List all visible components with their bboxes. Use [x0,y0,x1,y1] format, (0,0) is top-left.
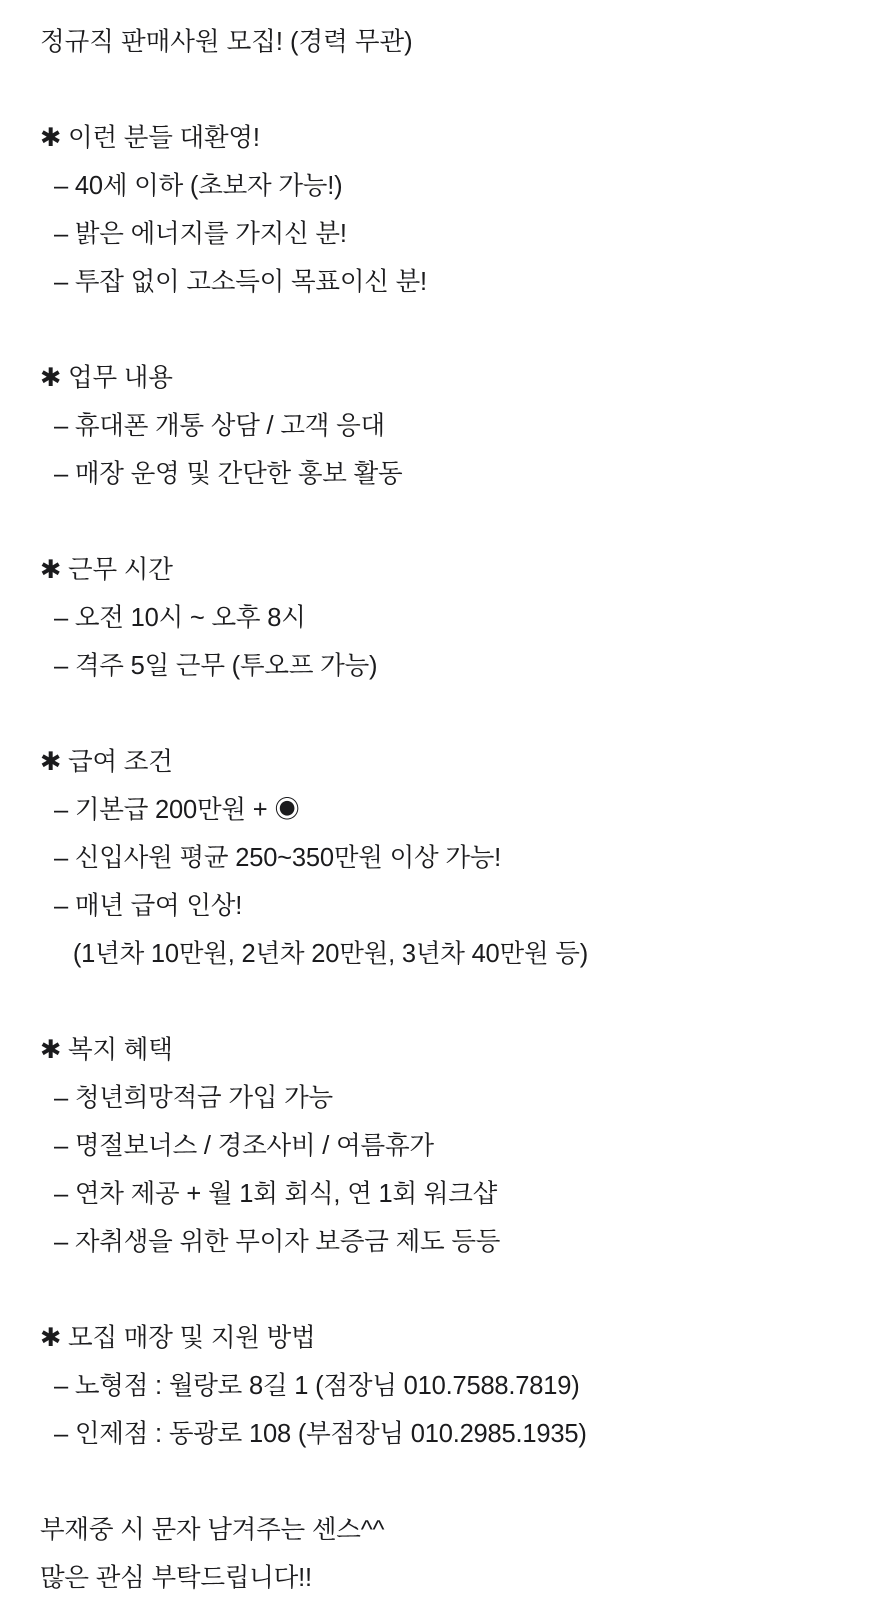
list-item: – 매장 운영 및 간단한 홍보 활동 [54,460,403,488]
list-item: – 밝은 에너지를 가지신 분! [54,220,347,248]
spacer [40,690,839,738]
spacer [40,1266,839,1314]
section-heading-salary: ✱ 급여 조건 [40,748,173,776]
list-item: – 청년희망적금 가입 가능 [54,1084,333,1112]
list-item-note: (1년차 10만원, 2년차 20만원, 3년차 40만원 등) [66,940,589,968]
list-item: – 신입사원 평균 250~350만원 이상 가능! [54,844,502,872]
list-item: – 명절보너스 / 경조사비 / 여름휴가 [54,1132,434,1160]
list-item: – 오전 10시 ~ 오후 8시 [54,604,306,632]
list-item: – 매년 급여 인상! [54,892,243,920]
spacer [40,978,839,1026]
list-item: – 연차 제공 + 월 1회 회식, 연 1회 워크샵 [54,1180,498,1208]
section-heading-stores-and-apply: ✱ 모집 매장 및 지원 방법 [40,1324,316,1352]
section-heading-hours: ✱ 근무 시간 [40,556,173,584]
closing-note-2: 많은 관심 부탁드립니다!! [40,1564,312,1592]
list-item-store-inje: – 인제점 : 동광로 108 (부점장님 010.2985.1935) [54,1420,587,1448]
list-item: – 기본급 200만원 + ◉ [54,796,300,824]
list-item: – 격주 5일 근무 (투오프 가능) [54,652,378,680]
spacer [40,66,839,114]
list-item: – 투잡 없이 고소득이 목표이신 분! [54,268,427,296]
spacer [40,1458,839,1506]
list-item: – 휴대폰 개통 상담 / 고객 응대 [54,412,385,440]
spacer [40,306,839,354]
list-item: – 자취생을 위한 무이자 보증금 제도 등등 [54,1228,501,1256]
section-heading-benefits: ✱ 복지 혜택 [40,1036,173,1064]
closing-note-1: 부재중 시 문자 남겨주는 센스^^ [40,1516,385,1544]
section-heading-duties: ✱ 업무 내용 [40,364,173,392]
list-item: – 40세 이하 (초보자 가능!) [54,172,343,200]
spacer [40,498,839,546]
section-heading-welcome: ✱ 이런 분들 대환영! [40,124,260,152]
list-item-store-nohyeong: – 노형점 : 월랑로 8길 1 (점장님 010.7588.7819) [54,1372,580,1400]
page-title: 정규직 판매사원 모집! (경력 무관) [40,28,413,56]
